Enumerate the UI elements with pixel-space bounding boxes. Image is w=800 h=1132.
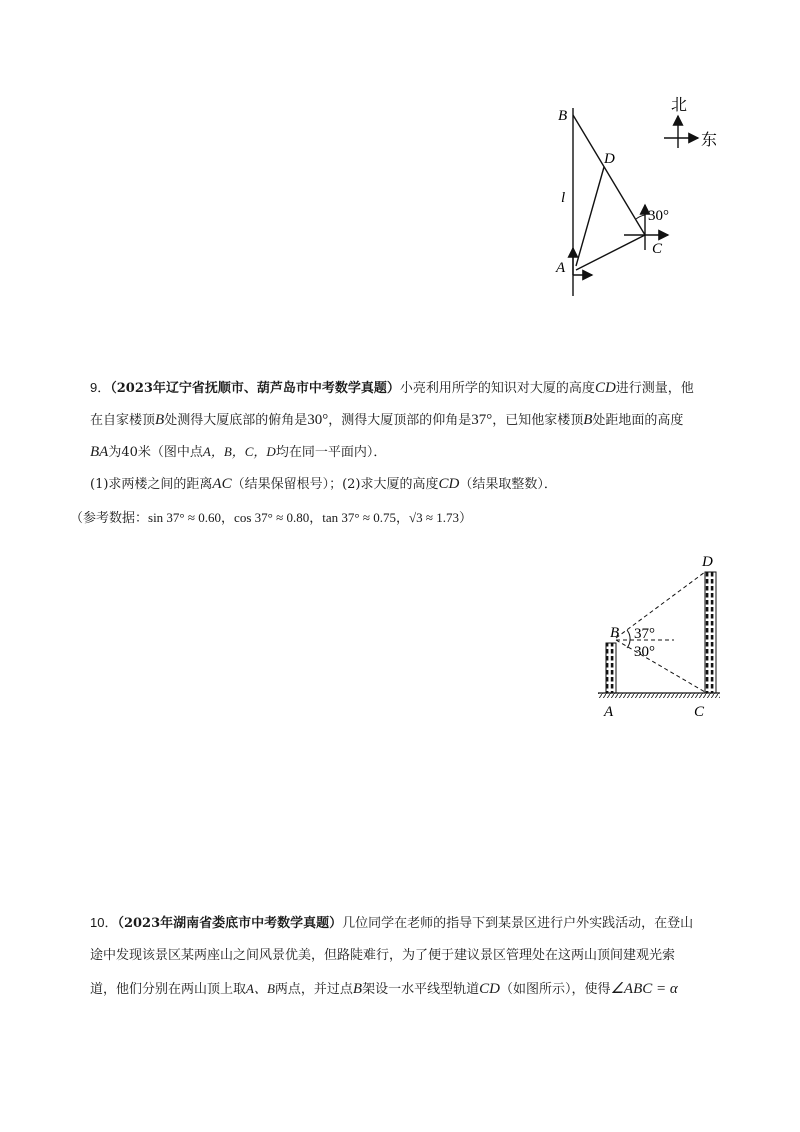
ref-sin: sin 37° ≈ 0.60 bbox=[148, 510, 222, 525]
var-cd: CD bbox=[479, 981, 500, 997]
sightline-bd bbox=[616, 572, 705, 638]
var-b: B bbox=[155, 412, 165, 428]
reference-open: （参考数据： bbox=[70, 511, 149, 526]
problem-9-text: 为40米（图中点 bbox=[108, 445, 203, 460]
problem-10-text: 途中发现该景区某两座山之间风景优美，但路陡难行，为了便于建议景区管理处在这两山顶间建观光索 bbox=[90, 948, 676, 963]
var-ac: AC bbox=[212, 476, 232, 492]
angle-37: 37° bbox=[471, 412, 493, 428]
problem-9-question bbox=[90, 474, 557, 495]
label-b: B bbox=[610, 625, 620, 641]
var-cd: CD bbox=[594, 380, 616, 396]
problem-9-text: 小亮利用所学的知识对大厦的高度 bbox=[399, 381, 595, 396]
separator: ， bbox=[395, 511, 409, 526]
problem-10-number: 10． bbox=[90, 915, 118, 930]
problem-9-source: （2023年辽宁省抚顺市、葫芦岛市中考数学真题） bbox=[110, 381, 400, 396]
problem-10-text: （如图所示），使得 bbox=[499, 982, 611, 997]
var-cd: CD bbox=[438, 476, 460, 492]
sightline-bc bbox=[616, 640, 705, 692]
label-north: 北 bbox=[671, 95, 688, 114]
problem-10-text: 几位同学在老师的指导下到某景区进行户外实践活动，在登山 bbox=[342, 916, 694, 931]
label-c: C bbox=[694, 704, 705, 720]
problem-9-line-3 bbox=[90, 442, 386, 463]
points-abcd: A，B，C，D bbox=[202, 444, 276, 459]
var-b: B bbox=[583, 412, 593, 428]
problem-10-line-1 bbox=[90, 913, 693, 934]
problem-9-line-2 bbox=[90, 410, 683, 431]
label-c: C bbox=[652, 241, 663, 257]
label-a: A bbox=[556, 260, 566, 276]
points-ab: A、B bbox=[246, 981, 275, 996]
separator: ， bbox=[221, 511, 235, 526]
label-angle-30: 30° bbox=[648, 208, 669, 224]
label-l: l bbox=[561, 190, 566, 206]
problem-10-line-3 bbox=[90, 979, 678, 1000]
ref-cos: cos 37° ≈ 0.80 bbox=[234, 510, 310, 525]
problem-10-text: 道，他们分别在两山顶上取 bbox=[90, 982, 247, 997]
question-1-text: (1)求两楼之间的距离 bbox=[90, 477, 213, 492]
var-ba: BA bbox=[90, 444, 109, 460]
reference-close: ） bbox=[459, 511, 473, 526]
segment-bc bbox=[573, 115, 645, 235]
angle-30: 30° bbox=[307, 412, 329, 428]
problem-10-line-2 bbox=[90, 946, 675, 966]
segment-da bbox=[576, 167, 604, 266]
question-2-text: （结果保留根号）；(2)求大厦的高度 bbox=[231, 477, 439, 492]
segment-ac bbox=[576, 235, 645, 270]
angle-arc-c bbox=[636, 215, 645, 219]
separator: ， bbox=[309, 511, 323, 526]
label-angle-37: 37° bbox=[634, 626, 655, 642]
label-east: 东 bbox=[701, 130, 718, 149]
label-b: B bbox=[558, 108, 568, 124]
building-cd bbox=[705, 572, 716, 693]
problem-9-line-1 bbox=[90, 378, 694, 399]
problem-9-text: 均在同一平面内）． bbox=[275, 445, 387, 460]
ref-sqrt3: √3 ≈ 1.73 bbox=[408, 510, 459, 525]
building-ab bbox=[606, 643, 616, 693]
problem-9-text: 在自家楼顶 bbox=[90, 413, 156, 428]
problem-9-text: 进行测量，他 bbox=[615, 381, 694, 396]
problem-9-text: 处测得大厦底部的俯角是 bbox=[164, 413, 308, 428]
problem-9-text: ，已知他家楼顶 bbox=[492, 413, 584, 428]
problem-9-number: 9． bbox=[90, 380, 111, 395]
label-d: D bbox=[604, 151, 615, 167]
problem-9-text: 处距地面的高度 bbox=[592, 413, 684, 428]
figure-2-buildings-diagram bbox=[590, 550, 730, 725]
label-a: A bbox=[604, 704, 614, 720]
question-tail: （结果取整数）． bbox=[459, 477, 557, 492]
figure-1-direction-diagram bbox=[540, 90, 740, 300]
ref-tan: tan 37° ≈ 0.75 bbox=[322, 510, 396, 525]
problem-10-text: 两点，并过点 bbox=[274, 982, 353, 997]
ground-hatch bbox=[598, 693, 720, 698]
problem-10-text: 架设一水平线型轨道 bbox=[362, 982, 480, 997]
reference-data bbox=[70, 508, 472, 529]
label-angle-30: 30° bbox=[634, 644, 655, 660]
problem-9-text: ，测得大厦顶部的仰角是 bbox=[328, 413, 472, 428]
angle-abc-alpha: ∠ABC = α bbox=[610, 981, 678, 997]
problem-10-source: （2023年湖南省娄底市中考数学真题） bbox=[117, 916, 343, 931]
label-d: D bbox=[702, 554, 713, 570]
angle-arc-37 bbox=[627, 630, 630, 640]
var-b: B bbox=[352, 981, 363, 997]
